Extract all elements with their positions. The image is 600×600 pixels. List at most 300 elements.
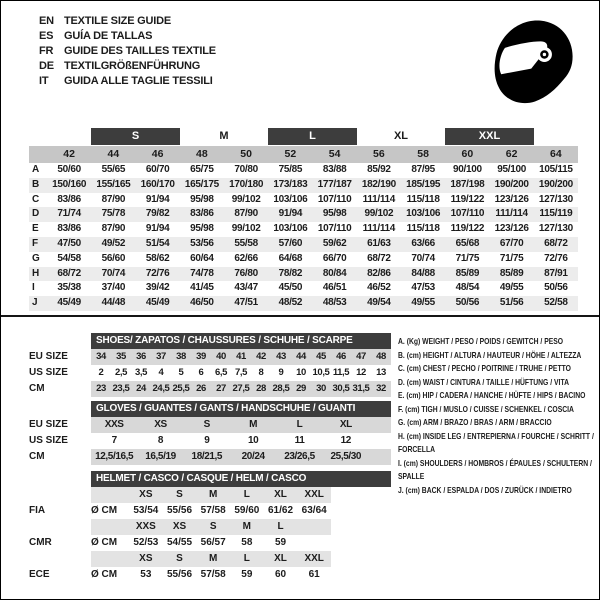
measurement-value: 170/180 [229, 178, 264, 190]
helmet-value: 61/62 [268, 505, 294, 516]
gloves-table [29, 401, 391, 465]
row-letter: H [32, 267, 40, 279]
size-number: 62 [505, 148, 518, 160]
measurement-value: 87/90 [101, 193, 126, 205]
size-number-row [29, 146, 578, 163]
helmet-value: XL [274, 489, 287, 500]
helmet-diameter-label [91, 487, 129, 503]
measurement-value: 83/86 [57, 193, 81, 205]
measurement-value: 127/130 [538, 193, 573, 205]
measurement-value: 82/86 [367, 267, 391, 279]
shoes-value: 45 [316, 351, 326, 362]
helmet-row [29, 487, 391, 503]
helmet-header [29, 471, 391, 487]
shoes-value: 6,5 [214, 367, 227, 378]
shoes-value: 34 [96, 351, 106, 362]
row-values [47, 207, 578, 222]
shoes-table-title: SHOES/ ZAPATOS / CHAUSSURES / SCHUHE / SCARPE [91, 333, 391, 349]
measurement-value: 35/38 [57, 282, 81, 294]
measurement-row [29, 207, 578, 222]
helmet-value: S [209, 521, 217, 532]
size-number: 52 [284, 148, 297, 160]
title-block [39, 14, 216, 89]
size-number: 44 [107, 148, 120, 160]
measurement-value: 173/183 [273, 178, 308, 190]
measurement-value: 185/195 [406, 178, 441, 190]
measurement-value: 91/94 [145, 193, 170, 205]
language-code: DE [39, 60, 54, 72]
measurement-value: 78/82 [278, 267, 303, 279]
language-code: IT [39, 75, 49, 87]
measurement-value: 83/86 [190, 208, 214, 220]
measurement-value: 46/51 [322, 282, 347, 294]
measurement-value: 103/106 [406, 208, 441, 220]
row-letter: I [32, 282, 35, 294]
measurement-value: 70/74 [101, 267, 126, 279]
size-group-labels [91, 128, 534, 145]
shoes-row-label: CM [29, 383, 45, 394]
measurement-value: 111/114 [362, 193, 396, 205]
measurement-value: 75/78 [101, 208, 126, 220]
shoes-row [29, 365, 391, 381]
measurement-value: 72/76 [145, 267, 170, 279]
helmet-row [29, 503, 391, 519]
size-number: 54 [328, 148, 341, 160]
row-values [47, 237, 578, 252]
header-spacer [29, 401, 91, 417]
shoes-row-label: EU SIZE [29, 351, 68, 362]
row-values [47, 267, 578, 282]
measurement-value: 51/54 [145, 237, 170, 249]
measurement-value: 115/118 [406, 223, 440, 235]
measurement-value: 63/66 [411, 237, 435, 249]
measurement-value: 84/88 [411, 267, 435, 279]
gloves-value: 18/21,5 [191, 451, 223, 462]
helmet-value: L [243, 489, 250, 500]
shoes-value: 32 [376, 383, 386, 394]
measurement-value: 65/75 [190, 164, 214, 175]
measurement-value: 39/42 [145, 282, 170, 294]
row-values [47, 193, 578, 208]
title-row [39, 29, 216, 44]
legend-entry: A. (Kg) WEIGHT / PESO / POIDS / GEWITCH / PESO [398, 336, 564, 346]
measurement-row [29, 252, 578, 267]
measurement-value: 87/90 [101, 223, 126, 235]
row-letter: A [32, 164, 40, 175]
measurement-value: 49/55 [411, 297, 435, 309]
shoes-header [29, 333, 391, 349]
legend-entry: J. (cm) BACK / ESPALDA / DOS / ZURÜCK / INDIETRO [398, 484, 572, 495]
shoes-value: 9 [278, 367, 284, 378]
measurement-value: 49/52 [101, 237, 126, 249]
helmet-row-band [91, 487, 331, 503]
measurement-row [29, 296, 578, 311]
measurement-value: 85/89 [455, 267, 480, 279]
gloves-header [29, 401, 391, 417]
gloves-row [29, 417, 391, 433]
measurement-value: 50/60 [57, 164, 81, 175]
measurement-value: 56/60 [101, 252, 126, 264]
measurement-value: 74/78 [190, 267, 214, 279]
legend-entry: G. (cm) ARM / BRAZO / BRAS / ARM / BRACCIO [398, 417, 552, 427]
measurement-value: 85/89 [499, 267, 524, 279]
measurement-value: 55/65 [101, 164, 126, 175]
measurement-value: 90/100 [452, 164, 482, 175]
measurement-value: 107/110 [450, 208, 485, 220]
gloves-value: 12,5/16,5 [95, 451, 134, 462]
helmet-value: L [277, 521, 284, 532]
shoes-value: 5 [178, 367, 184, 378]
shoes-row [29, 349, 391, 365]
measurement-value: 57/60 [278, 237, 303, 249]
measurement-value: 87/90 [234, 208, 258, 220]
helmet-value: 59 [274, 537, 287, 548]
shoes-value: 8 [258, 367, 264, 378]
measurement-value: 119/122 [450, 193, 485, 205]
shoes-value: 37 [156, 351, 166, 362]
measurement-value: 48/54 [455, 282, 480, 294]
helmet-value: S [176, 553, 183, 564]
size-number: 50 [240, 148, 252, 160]
helmet-value: 57/58 [200, 505, 226, 516]
helmet-value: XXS [135, 521, 156, 532]
accessory-tables [29, 333, 391, 583]
helmet-diameter-label [91, 519, 129, 535]
shoes-value: 26 [196, 383, 206, 394]
helmet-row-values [129, 567, 331, 583]
measurement-value: 53/56 [190, 237, 214, 249]
measurement-value: 66/70 [322, 252, 347, 264]
measurement-value: 123/126 [494, 193, 529, 205]
measurement-value: 54/58 [57, 252, 81, 264]
shoes-value: 10 [296, 367, 306, 378]
helmet-row-label [29, 519, 91, 535]
measurement-value: 99/102 [364, 208, 394, 220]
measurement-value: 105/115 [539, 164, 573, 175]
gloves-value: S [203, 419, 210, 430]
measurement-row [29, 163, 578, 178]
shoes-value: 43 [276, 351, 286, 362]
shoes-value: 27 [216, 383, 226, 394]
measurement-value: 115/118 [406, 193, 440, 205]
measurement-value: 111/114 [495, 208, 528, 220]
measurement-row [29, 267, 578, 282]
measurement-value: 83/86 [57, 223, 81, 235]
helmet-value: 52/53 [133, 537, 159, 548]
gloves-value: 25,5/30 [330, 451, 362, 462]
gloves-row-label: CM [29, 451, 45, 462]
helmet-value: XXL [304, 553, 324, 564]
measurement-value: 45/49 [57, 297, 81, 309]
guide-title: TEXTILE SIZE GUIDE [64, 15, 172, 27]
measurement-value: 80/84 [322, 267, 347, 279]
measurement-value: 165/175 [184, 178, 219, 190]
legend-entry: B. (cm) HEIGHT / ALTURA / HAUTEUR / HÖHE / ALTEZZA [398, 349, 582, 360]
gloves-value: 10 [247, 435, 259, 446]
gloves-rows [29, 417, 391, 465]
shoes-value: 47 [356, 351, 366, 362]
section-divider [1, 315, 600, 317]
helmet-value: 57/58 [200, 569, 226, 580]
shoes-value: 7,5 [234, 367, 247, 378]
measurement-value: 95/100 [497, 164, 527, 175]
measurement-value: 70/74 [411, 252, 435, 264]
measurement-value: 68/72 [367, 252, 391, 264]
helmet-value: 60 [274, 569, 287, 580]
gloves-value: 8 [157, 435, 164, 446]
helmet-value: 53/54 [133, 505, 159, 516]
measurement-value: 37/40 [101, 282, 126, 294]
helmet-value: M [209, 553, 218, 564]
guide-title: GUIDE DES TAILLES TEXTILE [64, 45, 216, 57]
row-values [47, 163, 578, 178]
measurement-value: 187/198 [450, 178, 485, 190]
measurement-value: 46/52 [367, 282, 391, 294]
shoes-row-label: US SIZE [29, 367, 68, 378]
legend-entry: E. (cm) HIP / CADERA / HANCHE / HÜFTE / HIPS / BACINO [398, 390, 586, 400]
size-number: 60 [461, 148, 474, 160]
gloves-value: XS [154, 419, 167, 430]
size-number: 46 [151, 148, 164, 160]
shoes-row-values [91, 349, 391, 365]
measurement-value: 68/72 [57, 267, 81, 279]
gloves-value: L [296, 419, 303, 430]
measurement-value: 107/110 [317, 223, 352, 235]
helmet-value [297, 519, 331, 535]
row-letter: J [32, 297, 38, 309]
helmet-row [29, 551, 391, 567]
guide-title: GUÍA DE TALLAS [64, 30, 153, 42]
measurement-value: 52/58 [544, 297, 568, 309]
shoes-value: 13 [376, 367, 386, 378]
shoes-value: 24,5 [152, 383, 170, 394]
legend-entry: H. (cm) INSIDE LEG / ENTREPIERNA / FOURCHE / SCHRITT / FORCELLA [398, 430, 594, 454]
helmet-value: XS [139, 489, 153, 500]
gloves-value: 12 [340, 435, 351, 446]
helmet-diameter-label: Ø CM [91, 569, 118, 580]
helmet-row-label [29, 551, 91, 567]
measurement-value: 61/63 [367, 237, 391, 249]
measurement-value: 95/98 [190, 193, 214, 205]
shoes-row-values [91, 381, 391, 397]
measurement-value: 99/102 [231, 193, 261, 205]
shoes-value: 24 [136, 383, 146, 394]
shoes-value: 30,5 [332, 383, 350, 394]
helmet-row-band [91, 567, 331, 583]
language-code: ES [39, 30, 54, 42]
measurement-value: 190/200 [494, 178, 529, 190]
measurement-value: 71/75 [499, 252, 524, 264]
shoes-value: 28,5 [272, 383, 290, 394]
measurement-rows [29, 163, 578, 311]
measurement-value: 71/75 [455, 252, 480, 264]
gloves-value: XXS [104, 419, 124, 430]
shoes-value: 31,5 [352, 383, 370, 394]
helmet-row-band [91, 551, 331, 567]
shoes-value: 40 [216, 351, 226, 362]
size-number: 64 [550, 148, 562, 160]
measurement-value: 95/98 [190, 223, 214, 235]
helmet-row-label: ECE [29, 569, 50, 580]
title-row [39, 14, 216, 29]
helmet-value: 55/56 [166, 505, 193, 516]
helmet-rows [29, 487, 391, 583]
measurement-value: 160/170 [140, 178, 175, 190]
gloves-value: XL [339, 419, 352, 430]
helmet-value: 59 [241, 569, 253, 580]
helmet-value: 58 [241, 537, 253, 548]
shoes-table [29, 333, 391, 397]
helmet-value: 56/57 [200, 537, 226, 548]
size-group-spacer [534, 128, 578, 145]
gloves-value: 7 [111, 435, 117, 446]
size-number: 48 [196, 148, 208, 160]
measurement-value: 64/68 [278, 252, 303, 264]
helmet-row [29, 519, 391, 535]
measurement-row [29, 193, 578, 208]
measurement-value: 87/91 [544, 267, 568, 279]
measurement-value: 62/66 [234, 252, 258, 264]
measurement-value: 87/95 [411, 164, 435, 175]
measurement-value: 45/49 [145, 297, 170, 309]
helmet-row-values [129, 503, 331, 519]
measurement-value: 177/187 [317, 178, 352, 190]
shoes-value: 41 [236, 351, 246, 362]
shoes-value: 2 [98, 367, 104, 378]
shoes-value: 36 [136, 351, 146, 362]
language-code: EN [39, 15, 54, 27]
measurement-value: 76/80 [234, 267, 258, 279]
helmet-value: M [209, 489, 218, 500]
shoes-value: 35 [116, 351, 126, 362]
shoes-value: 3,5 [134, 367, 147, 378]
helmet-value: S [176, 489, 183, 500]
helmet-table-title: HELMET / CASCO / CASQUE / HELM / CASCO [91, 471, 391, 487]
gloves-row-label: US SIZE [29, 435, 68, 446]
helmet-value: 61 [308, 569, 320, 580]
legend-entry: I. (cm) SHOULDERS / HOMBROS / ÉPAULES / SCHULTERN / SPALLE [398, 457, 592, 481]
helmet-row-values [129, 551, 331, 567]
measurement-value: 111/114 [362, 223, 396, 235]
measurement-value: 60/64 [190, 252, 214, 264]
helmet-value: M [242, 521, 252, 532]
shoes-row [29, 381, 391, 397]
gloves-value: 16,5/19 [145, 451, 176, 462]
gloves-value: 23/26,5 [284, 451, 315, 462]
title-row [39, 74, 216, 89]
measurement-value: 103/106 [273, 193, 308, 205]
legend-entry: D. (cm) WAIST / CINTURA / TAILLE / HÜFTUNG / VITA [398, 376, 569, 387]
measurement-row [29, 222, 578, 237]
shoes-value: 11,5 [332, 367, 350, 378]
shoes-value: 38 [176, 351, 186, 362]
gloves-value: 20/24 [241, 451, 265, 462]
measurement-value: 115/119 [539, 208, 573, 220]
measurement-value: 49/55 [499, 282, 524, 294]
gloves-row-values [91, 417, 391, 433]
measurement-value: 99/102 [231, 223, 261, 235]
shoes-value: 44 [296, 351, 306, 362]
shoes-value: 48 [376, 351, 386, 362]
helmet-row-label: FIA [29, 505, 46, 516]
shoes-row-values [91, 365, 391, 381]
gloves-row-values [91, 433, 391, 449]
helmet-row [29, 567, 391, 583]
shoes-value: 39 [196, 351, 206, 362]
measurement-value: 91/94 [278, 208, 303, 220]
measurement-value: 55/58 [234, 237, 258, 249]
helmet-row-values [129, 519, 331, 535]
row-letter: F [32, 237, 39, 249]
measurement-value: 60/70 [145, 164, 170, 175]
measurement-value: 103/106 [273, 223, 308, 235]
helmet-value: 63/64 [301, 505, 327, 516]
size-number: 56 [373, 148, 385, 160]
helmet-value: XXL [304, 489, 324, 500]
row-values [47, 296, 578, 311]
shoes-value: 46 [336, 351, 346, 362]
row-letter: C [32, 193, 40, 205]
measurement-value: 45/50 [278, 282, 303, 294]
measurement-value: 50/56 [455, 297, 480, 309]
size-number: 58 [417, 148, 429, 160]
helmet-value: 55/56 [166, 569, 193, 580]
helmet-row-band [91, 503, 331, 519]
helmet-value: 59/60 [234, 505, 260, 516]
measurement-value: 119/122 [450, 223, 485, 235]
gloves-row-label: EU SIZE [29, 419, 68, 430]
measurement-value: 65/68 [455, 237, 480, 249]
row-values [47, 252, 578, 267]
measurement-value: 43/47 [234, 282, 258, 294]
measurement-legend [398, 335, 595, 497]
measurement-value: 190/200 [538, 178, 573, 190]
shoes-rows [29, 349, 391, 397]
measurement-value: 47/51 [234, 297, 258, 309]
measurement-value: 46/50 [190, 297, 214, 309]
measurement-value: 47/50 [57, 237, 81, 249]
helmet-diameter-label: Ø CM [91, 505, 118, 516]
measurement-value: 95/98 [322, 208, 347, 220]
row-values [47, 281, 578, 296]
row-letter: E [32, 223, 39, 235]
measurement-value: 150/160 [52, 178, 87, 190]
measurement-value: 127/130 [538, 223, 573, 235]
helmet-row-values [129, 487, 331, 503]
helmet-row-values [129, 535, 331, 551]
helmet-table [29, 471, 391, 583]
measurement-value: 44/48 [101, 297, 126, 309]
language-code: FR [39, 45, 54, 57]
measurement-value: 72/76 [544, 252, 568, 264]
helmet-value: 53 [140, 569, 152, 580]
shoes-value: 10,5 [312, 367, 330, 378]
size-number: 42 [63, 148, 75, 160]
gloves-row-values [91, 449, 391, 465]
shoes-value: 30 [316, 383, 326, 394]
gloves-row [29, 449, 391, 465]
measurement-value: 48/53 [322, 297, 347, 309]
helmet-value: XL [274, 553, 287, 564]
measurement-value: 83/88 [322, 164, 347, 175]
textile-size-table [29, 128, 578, 311]
gloves-value: 11 [294, 435, 305, 446]
gloves-value: 9 [204, 435, 210, 446]
guide-title: TEXTILGRÖßENFÜHRUNG [64, 60, 201, 72]
legend-entry: F. (cm) TIGH / MUSLO / CUISSE / SCHENKEL / COSCIA [398, 403, 574, 414]
helmet-value: L [243, 553, 250, 564]
helmet-row-label: CMR [29, 537, 52, 548]
